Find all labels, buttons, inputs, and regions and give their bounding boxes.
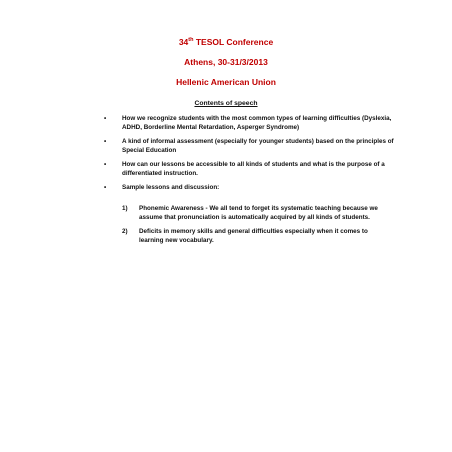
bullet-icon: • — [104, 184, 107, 191]
item-number: 2) — [122, 228, 128, 235]
list-item-text: How we recognize students with the most common types of learning difficulties (Dyslexia, ADHD, Borderline Mental Retardation, Asperger Syndrome) — [122, 115, 392, 131]
list-item-text: Deficits in memory skills and general difficulties especially when it comes to learning new vocabulary. — [139, 228, 368, 244]
bullet-icon: • — [104, 161, 107, 168]
bullet-icon: • — [104, 115, 107, 122]
conference-title — [0, 36, 452, 49]
list-item — [104, 114, 394, 132]
contents-heading: Contents of speech — [194, 100, 258, 107]
ordinal-suffix: th — [188, 37, 194, 44]
list-item — [104, 183, 394, 192]
list-item-text: Phonemic Awareness - We all tend to forget its systematic teaching because we assume that pronunciation is automatically acquired by all kinds of students. — [139, 205, 378, 221]
item-number: 1) — [122, 205, 128, 212]
contents-bullet-list — [104, 114, 394, 197]
list-item-text: Sample lessons and discussion: — [122, 184, 220, 191]
list-item-text: A kind of informal assessment (especially for younger students) based on the principles of Special Education — [122, 138, 394, 154]
list-item — [104, 137, 394, 155]
conference-header — [0, 36, 452, 96]
list-item — [104, 160, 394, 178]
conference-number: 34 — [178, 37, 189, 47]
conference-venue: Hellenic American Union — [176, 77, 276, 87]
conference-name: TESOL Conference — [193, 37, 274, 47]
conference-location-date: Athens, 30-31/3/2013 — [184, 57, 268, 67]
list-item — [122, 227, 387, 245]
sample-lessons-list — [122, 204, 387, 250]
list-item — [122, 204, 387, 222]
list-item-text: How can our lessons be accessible to all kinds of students and what is the purpose of a differentiated instruction. — [122, 161, 385, 177]
bullet-icon: • — [104, 138, 107, 145]
